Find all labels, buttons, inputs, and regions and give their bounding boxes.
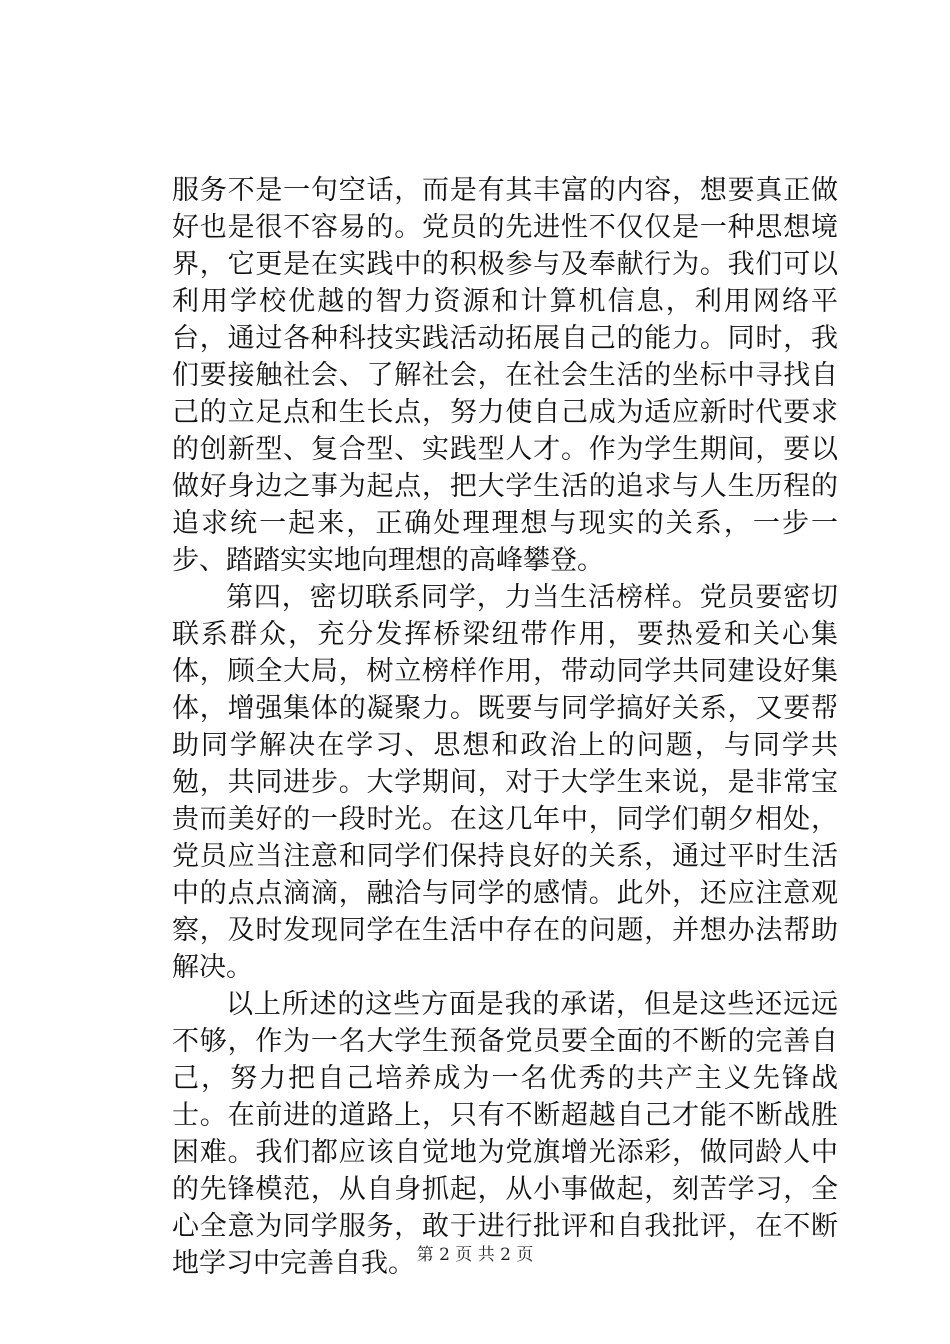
page-footer: 第 2 页 共 2 页 <box>416 1245 534 1265</box>
paragraph-3: 以上所述的这些方面是我的承诺，但是这些还远远不够，作为一名大学生预备党员要全面的不断的完善自己，努力把自己培养成为一名优秀的共产主义先锋战士。在前进的道路上，只有不断超越自己才能不断战胜困难。我们都应该自觉地为党旗增光添彩，做同龄人中的先锋模范，从自身抓起，从小事做起，刻苦学习，全心全意为同学服务，敢于进行批评和自我批评，在不断地学习中完善自我。 <box>172 989 838 1279</box>
paragraph-2: 第四，密切联系同学，力当生活榜样。党员要密切联系群众，充分发挥桥梁纽带作用，要热爱和关心集体，顾全大局，树立榜样作用，带动同学共同建设好集体，增强集体的凝聚力。既要与同学搞好关系，又要帮助同学解决在学习、思想和政治上的问题，与同学共勉，共同进步。大学期间，对于大学生来说，是非常宝贵而美好的一段时光。在这几年中，同学们朝夕相处，党员应当注意和同学们保持良好的关系，通过平时生活中的点点滴滴，融洽与同学的感情。此外，还应注意观察，及时发现同学在生活中存在的问题，并想办法帮助解决。 <box>172 582 838 983</box>
paragraph-1: 服务不是一句空话，而是有其丰富的内容，想要真正做好也是很不容易的。党员的先进性不仅仅是一种思想境界，它更是在实践中的积极参与及奉献行为。我们可以利用学校优越的智力资源和计算机信息，利用网络平台，通过各种科技实践活动拓展自己的能力。同时，我们要接触社会、了解社会，在社会生活的坐标中寻找自己的立足点和生长点，努力使自己成为适应新时代要求的创新型、复合型、实践型人才。作为学生期间，要以做好身边之事为起点，把大学生活的追求与人生历程的追求统一起来，正确处理理想与现实的关系，一步一步、踏踏实实地向理想的高峰攀登。 <box>172 175 838 576</box>
document-body <box>172 172 838 1282</box>
